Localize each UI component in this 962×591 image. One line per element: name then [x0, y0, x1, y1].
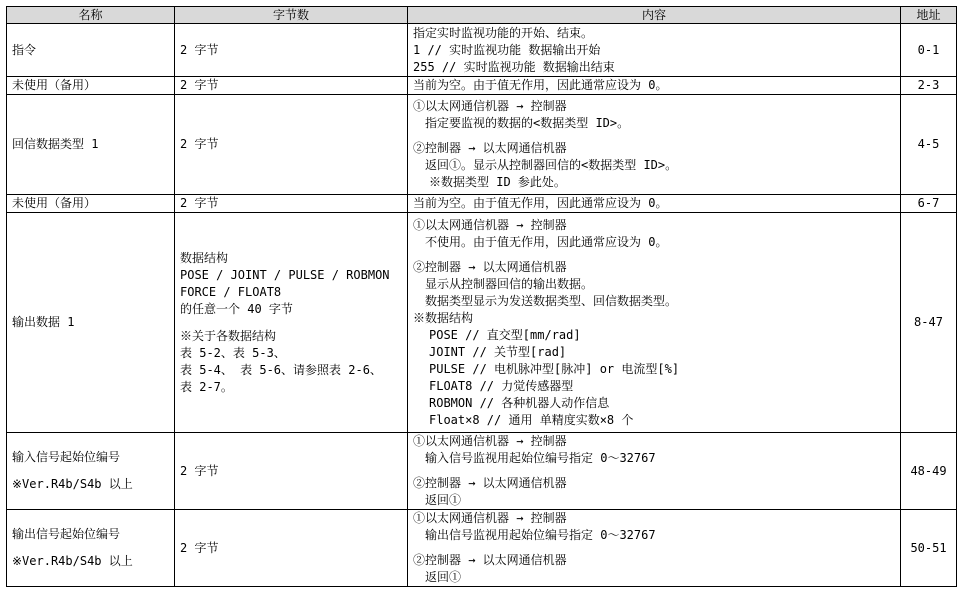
header-address: 地址 — [901, 7, 957, 24]
content-line: 显示从控制器回信的输出数据。 — [425, 276, 594, 291]
table-row — [7, 77, 957, 95]
cell-content — [408, 510, 901, 587]
content-line: 输入信号监视用起始位编号指定 0～32767 — [425, 451, 656, 465]
cell-name: 输出数据 1 — [7, 213, 175, 433]
name-line: 输出信号起始位编号 — [12, 527, 121, 541]
content-line: PULSE // 电机脉冲型[脉冲] or 电流型[%] — [429, 361, 680, 376]
header-bytes: 字节数 — [175, 7, 408, 24]
cell-bytes: 2 字节 — [175, 195, 408, 213]
cell-address: 6-7 — [901, 195, 957, 213]
content-line: ROBMON // 各种机器人动作信息 — [429, 395, 610, 410]
bytes-line: 数据结构 — [180, 250, 229, 265]
header-content: 内容 — [408, 7, 901, 24]
content-line: JOINT // 关节型[rad] — [429, 344, 567, 359]
bytes-line: 表 5-4、 表 5-6、请参照表 2-6、 — [180, 362, 382, 377]
content-line: ①以太网通信机器 → 控制器 — [413, 99, 567, 113]
bytes-line: 的任意一个 40 字节 — [180, 301, 293, 316]
content-line: 不使用。由于值无作用，因此通常应设为 0。 — [425, 234, 668, 249]
name-line: 输入信号起始位编号 — [12, 450, 121, 464]
table-row — [7, 195, 957, 213]
bytes-line: 表 2-7。 — [180, 379, 233, 394]
cell-bytes: 2 字节 — [175, 24, 408, 77]
cell-bytes: 2 字节 — [175, 510, 408, 587]
content-line: ※数据结构 — [413, 310, 474, 325]
bytes-line: ※关于各数据结构 — [180, 328, 277, 343]
cell-bytes: 2 字节 — [175, 77, 408, 95]
cell-name — [7, 510, 175, 587]
cell-content — [408, 95, 901, 195]
header-row — [7, 7, 957, 24]
cell-address: 8-47 — [901, 213, 957, 433]
cell-address: 2-3 — [901, 77, 957, 95]
content-line: 返回① — [425, 493, 462, 507]
content-line: ②控制器 → 以太网通信机器 — [413, 553, 567, 567]
cell-content: 当前为空。由于值无作用，因此通常应设为 0。 — [408, 77, 901, 95]
content-line: 1 // 实时监视功能 数据输出开始 — [413, 42, 601, 57]
cell-name: 指令 — [7, 24, 175, 77]
content-line: ①以太网通信机器 → 控制器 — [413, 434, 567, 448]
content-line: ②控制器 → 以太网通信机器 — [413, 476, 567, 490]
content-line: ※数据类型 ID 参此处。 — [429, 175, 566, 189]
cell-content — [408, 24, 901, 77]
cell-content — [408, 433, 901, 510]
content-line: ①以太网通信机器 → 控制器 — [413, 217, 567, 232]
spec-table — [6, 6, 957, 587]
cell-bytes: 2 字节 — [175, 95, 408, 195]
content-line: ②控制器 → 以太网通信机器 — [413, 141, 567, 155]
table-row — [7, 24, 957, 77]
name-note: ※Ver.R4b/S4b 以上 — [12, 554, 133, 568]
content-line: ②控制器 → 以太网通信机器 — [413, 259, 567, 274]
cell-name: 未使用（备用） — [7, 77, 175, 95]
bytes-line: FORCE / FLOAT8 — [180, 284, 282, 299]
table-row — [7, 213, 957, 433]
content-line: 255 // 实时监视功能 数据输出结束 — [413, 59, 615, 74]
content-line: 数据类型显示为发送数据类型、回信数据类型。 — [425, 293, 678, 308]
cell-content: 当前为空。由于值无作用，因此通常应设为 0。 — [408, 195, 901, 213]
content-line: ①以太网通信机器 → 控制器 — [413, 511, 567, 525]
cell-name: 未使用（备用） — [7, 195, 175, 213]
content-line: 输出信号监视用起始位编号指定 0～32767 — [425, 528, 656, 542]
cell-address: 4-5 — [901, 95, 957, 195]
table-row — [7, 510, 957, 587]
cell-address: 48-49 — [901, 433, 957, 510]
bytes-line: 表 5-2、表 5-3、 — [180, 345, 286, 360]
cell-content — [408, 213, 901, 433]
header-name: 名称 — [7, 7, 175, 24]
name-note: ※Ver.R4b/S4b 以上 — [12, 477, 133, 491]
content-line: 返回①。显示从控制器回信的<数据类型 ID>。 — [425, 158, 678, 172]
cell-name — [7, 433, 175, 510]
cell-address: 50-51 — [901, 510, 957, 587]
content-line: POSE // 直交型[mm/rad] — [429, 327, 581, 342]
content-line: 指定要监视的数据的<数据类型 ID>。 — [425, 116, 630, 130]
cell-address: 0-1 — [901, 24, 957, 77]
cell-name: 回信数据类型 1 — [7, 95, 175, 195]
content-line: Float×8 // 通用 单精度实数×8 个 — [429, 412, 634, 427]
content-line: FLOAT8 // 力觉传感器型 — [429, 378, 574, 393]
content-line: 返回① — [425, 570, 462, 584]
cell-bytes: 2 字节 — [175, 433, 408, 510]
cell-bytes — [175, 213, 408, 433]
table-row — [7, 433, 957, 510]
bytes-line: POSE / JOINT / PULSE / ROBMON — [180, 267, 390, 282]
content-line: 指定实时监视功能的开始、结束。 — [413, 25, 594, 40]
table-row — [7, 95, 957, 195]
